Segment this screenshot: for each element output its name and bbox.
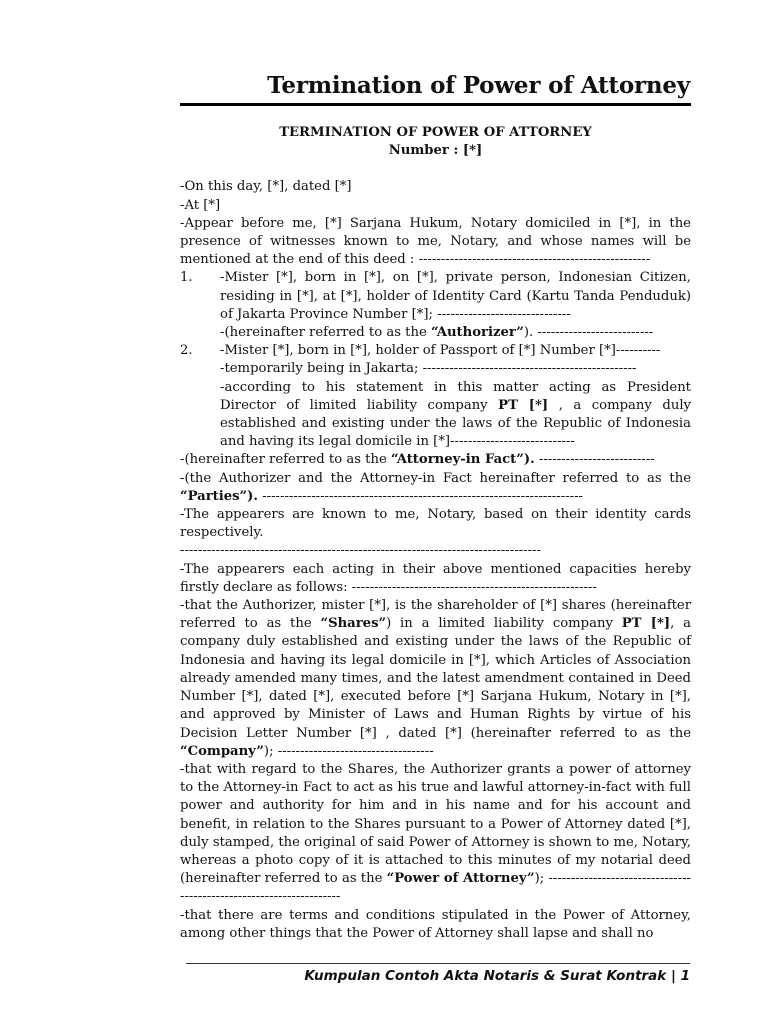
footer-rule [186,963,690,964]
paragraph-date: -On this day, [*], dated [*] [180,179,352,195]
text-span: -according to his statement in this matter acting as President Director of limited liability company [220,379,691,413]
text-span: , a company duly established and existing under the laws of the Republic of Indonesia and having its legal domicile in [*], which Articles of Association already amended many times, and the latest amendment contained in Deed Number [*], dated [*], executed before [*] Sarjana Hukum, Notary in [*], and approved by Minister of Laws and Human Rights by virtue of his Decision Letter Number [*] , dated [*] (hereinafter referred to as the [180,616,692,741]
attorney-definition [180,451,691,469]
page-footer: Kumpulan Contoh Akta Notaris & Surat Kontrak | 1 [304,968,690,984]
paragraph-appear: -Appear before me, [*] Sarjana Hukum, Notary domiciled in [*], in the presence of witnesses known to me, Notary, and whose names will be mentioned at the end of this deed : ---------------------------------------------------- [180,215,691,268]
bold-term: PT [*] [498,397,549,413]
list-item-text: -Mister [*], born in [*], on [*], private person, Indonesian Citizen, residing in [*], at [*], holder of Identity Card (Kartu Tanda Penduduk) of Jakarta Province Number [*]; ------------------------------ [220,270,691,322]
text-span: ). -------------------------- [523,325,654,341]
paragraph-known: -The appearers are known to me, Notary, based on their identity cards respectively. [180,507,691,541]
text-span: -(hereinafter referred to as the [220,325,431,341]
item2-capacity [180,379,691,452]
bold-term: “Shares” [320,616,387,632]
document-body [180,124,691,943]
list-item-2 [180,342,691,360]
paragraph-power-granted [180,761,691,907]
bold-term: “Parties”). [180,488,258,504]
list-item-number: 1. [180,270,193,286]
text-span: -(hereinafter referred to as the [180,452,391,468]
deed-heading: TERMINATION OF POWER OF ATTORNEY [279,125,592,140]
paragraph-shareholder [180,597,691,761]
deed-number: Number : [*] [388,143,483,159]
text-span: -------------------------- [534,452,655,468]
bold-term: “Power of Attorney” [386,871,535,887]
list-item-1 [180,269,691,324]
text-span: -that with regard to the Shares, the Authorizer grants a power of attorney to the Attorney-in Fact to act as his true and lawful attorney-in-fact with full power and authority for him and in his name and for his account and benefit, in relation to the Shares pursuant to a Power of Attorney dated [*], duly stamped, the original of said Power of Attorney is shown to me, Notary, whereas a photo copy of it is attached to this minutes of my notarial deed (hereinafter referred to as the [180,761,691,887]
dash-line: --------------------------------------------------------------------------------- [180,543,541,559]
paragraph-declare: -The appearers each acting in their above mentioned capacities hereby firstly declare as follows: ------------------------------------------------------- [180,561,691,595]
list-item-text: -Mister [*], born in [*], holder of Passport of [*] Number [*]---------- [220,343,661,359]
list-item-number: 2. [180,343,193,359]
text-span: -that the Authorizer, mister [*], is the shareholder of [*] shares (hereinafter referred to as the [180,598,691,632]
page-title: Termination of Power of Attorney [267,72,690,99]
text-span: ) in a limited liability company [386,616,622,632]
authorizer-definition [180,324,691,342]
parties-definition [180,470,691,506]
paragraph-place: -At [*] [180,197,221,213]
bold-term: “Attorney-in Fact”). [390,452,535,468]
text-span: , a company duly established and existing under the laws of the Republic of Indonesia and having its legal domicile in [*]---------------------------- [220,397,691,450]
spacer [180,160,691,178]
title-rule [180,103,691,106]
bold-term: PT [*] [621,616,671,632]
bold-term: “Company” [180,743,264,759]
text-span: ------------------------------------------------------------------------ [257,488,584,504]
bold-term: “Authorizer” [430,325,524,341]
text-span: -(the Authorizer and the Attorney-in Fact hereinafter referred to as the [180,470,691,486]
text-span: ); ----------------------------------- [263,743,434,759]
paragraph-terms: -that there are terms and conditions stipulated in the Power of Attorney, among other things that the Power of Attorney shall lapse and shall no [180,907,691,941]
text-span: ); -------------------------------------------------------------------- [180,871,692,905]
item2-temporary: -temporarily being in Jakarta; ------------------------------------------------ [220,361,637,377]
